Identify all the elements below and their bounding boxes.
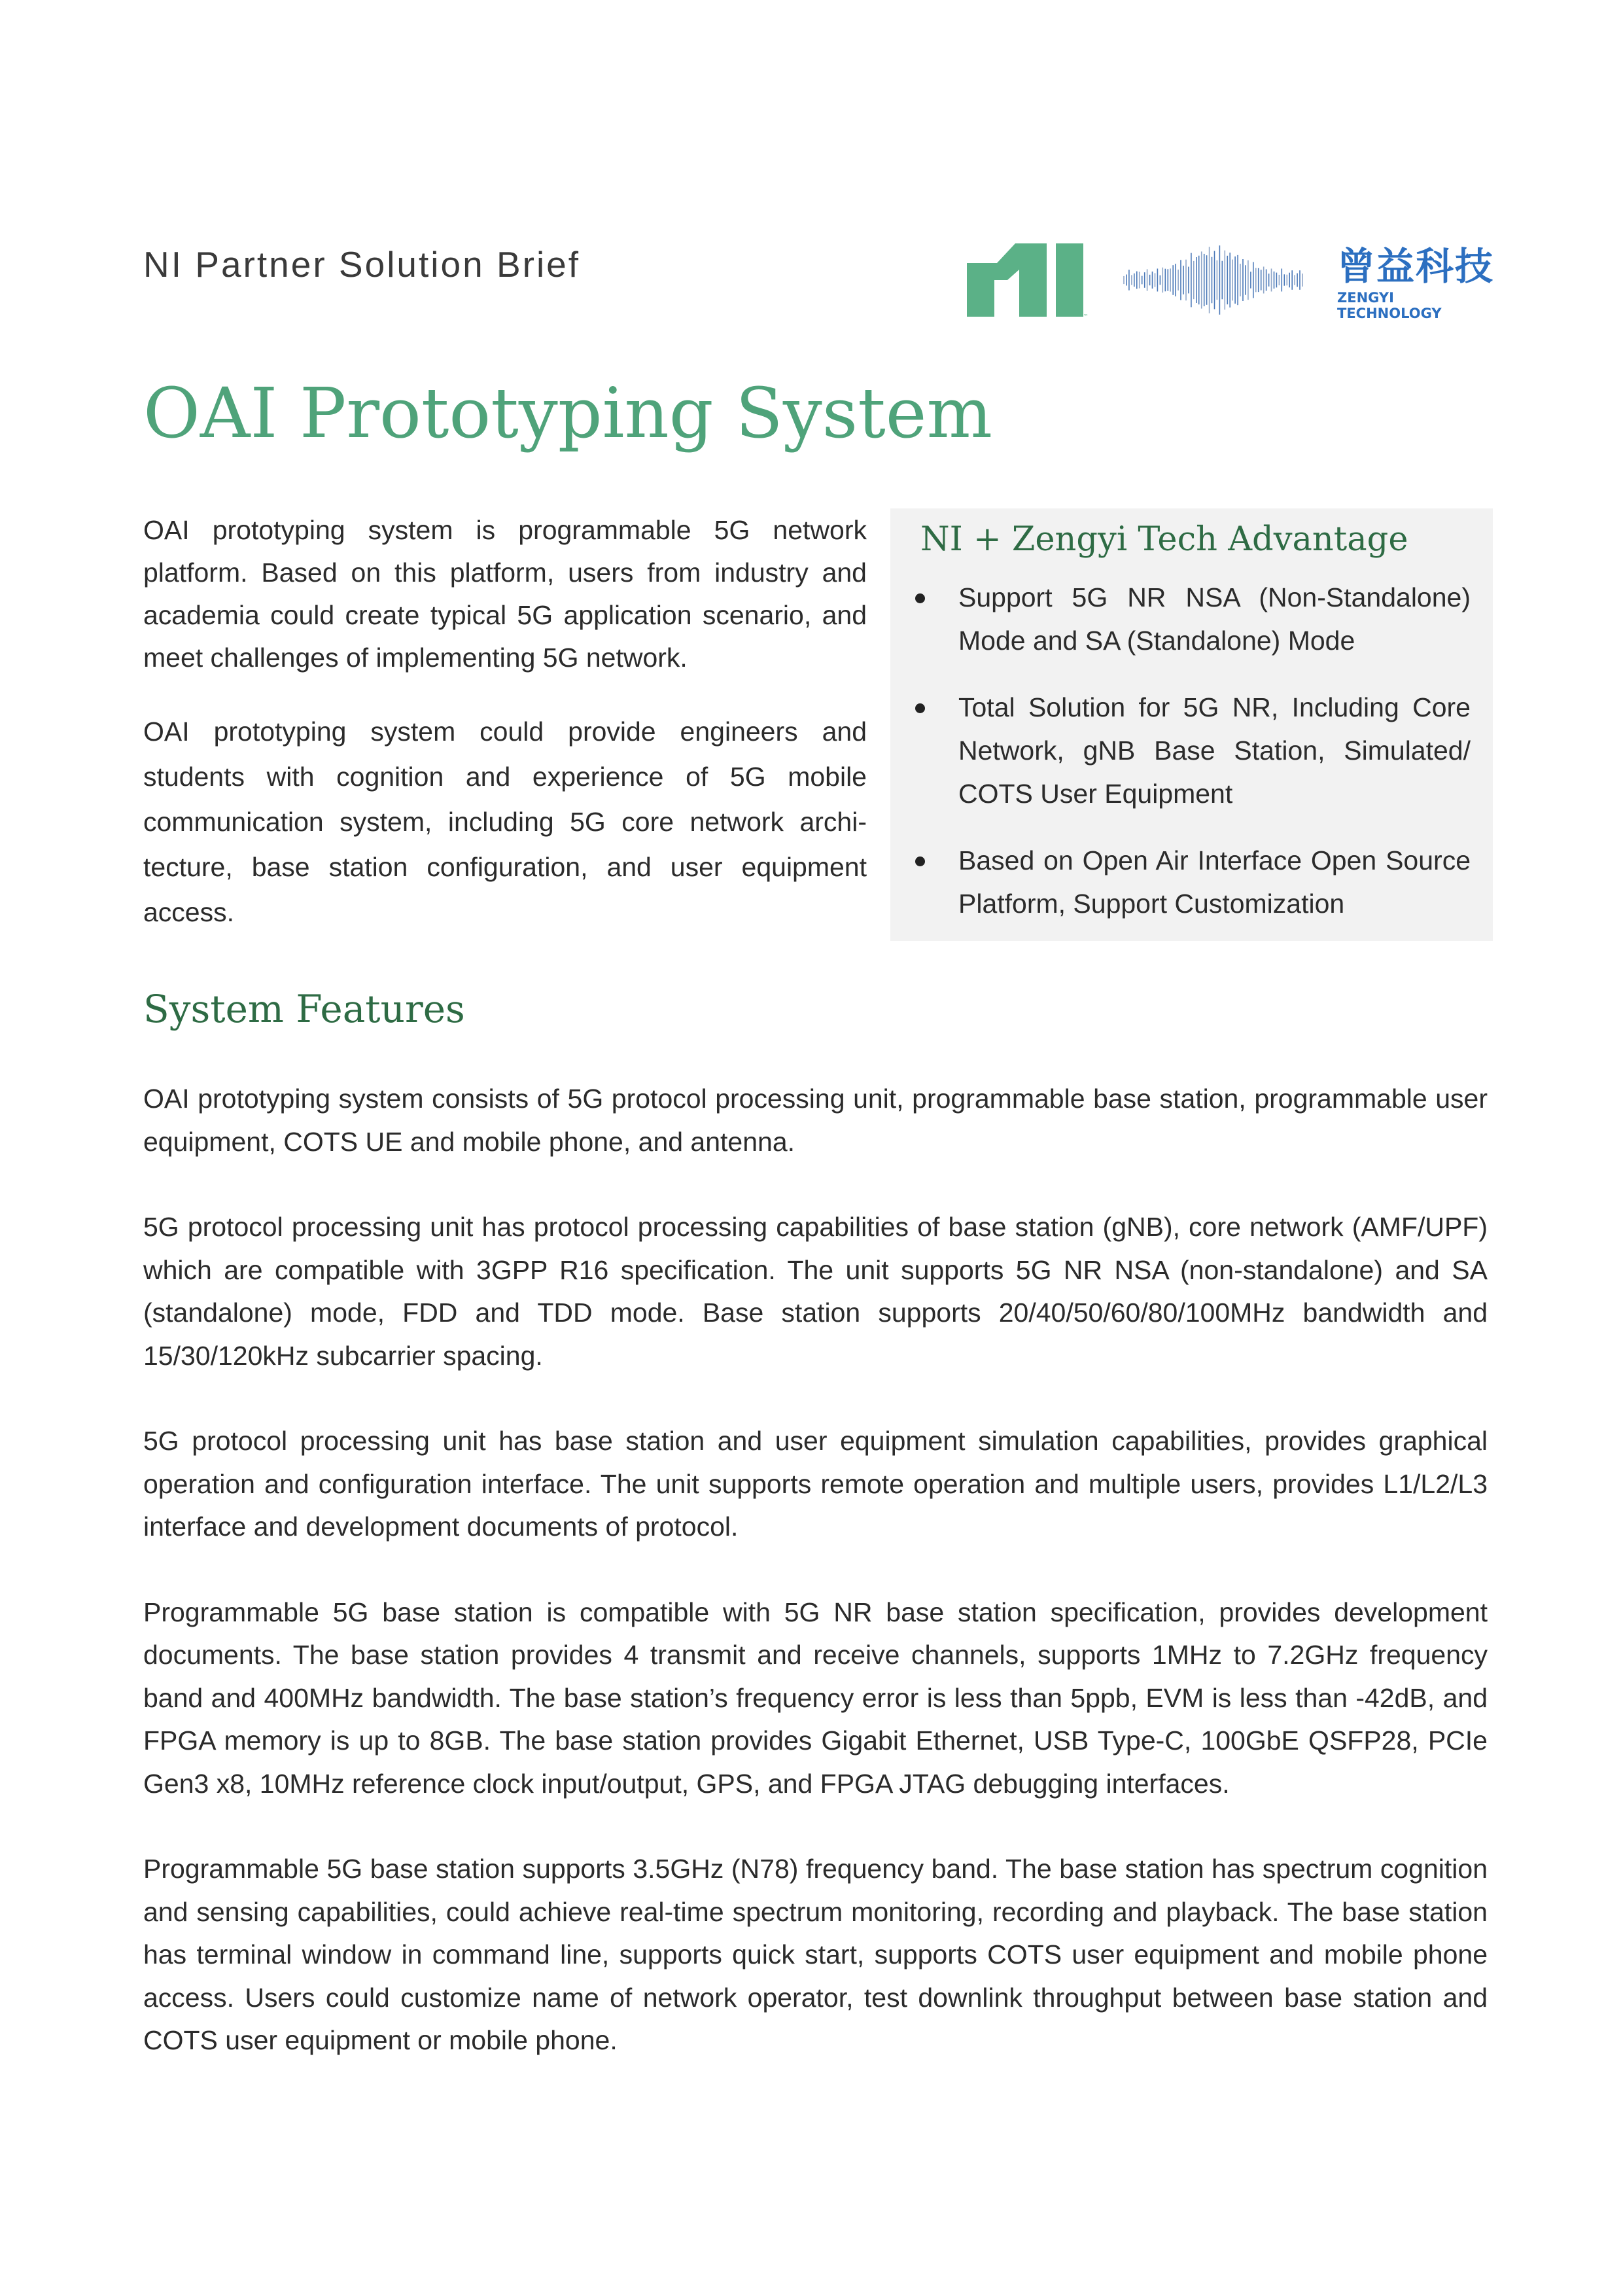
advantage-box xyxy=(890,508,1493,941)
feature-paragraph: OAI prototyping system consists of 5G protocol processing unit, programmable base station, programmable user equipment, COTS UE and mobile phone, and antenna. xyxy=(143,1084,1488,1157)
bullet-icon xyxy=(915,857,925,866)
advantage-title: NI + Zengyi Tech Advantage xyxy=(920,520,1408,559)
advantage-item-text: Based on Open Air Interface Open Source Platform, Support Customization xyxy=(958,845,1471,919)
advantage-item-text: Support 5G NR NSA (Non-Standalone) Mode and SA (Standalone) Mode xyxy=(958,582,1471,656)
zengyi-logo xyxy=(1337,244,1501,321)
intro-text xyxy=(143,509,867,965)
feature-paragraph: 5G protocol processing unit has protocol processing capabilities of base station (gNB), core network (AMF/UPF) which are compatible with 3GPP R16 specification. The unit supports 5G NR NSA (non-standalone) and SA (standalone) mode, FDD and TDD mode. Base station supports 20/40/50/60/80/100MHz bandwidth and 15/30/120kHz subcarrier spacing. xyxy=(143,1212,1488,1371)
advantage-item xyxy=(890,686,1493,815)
section-heading: System Features xyxy=(143,987,465,1031)
zengyi-logo-cn: 曾益科技 xyxy=(1337,244,1495,289)
waveform-icon xyxy=(1120,247,1306,313)
ni-logo xyxy=(967,241,1088,319)
feature-paragraph: Programmable 5G base station supports 3.5GHz (N78) frequency band. The base station has spectrum cognition and sensing capabilities, could achieve real-time spectrum monitoring, recording and playback. The base station has terminal window in command line, supports quick start, supports COTS user equipment and mobile phone access. Users could customize name of network operator, test downlink throughput between base station and COTS user equipment or mobile phone. xyxy=(143,1854,1488,2055)
advantage-list xyxy=(890,576,1493,949)
svg-text:™: ™ xyxy=(1083,313,1089,319)
features-body xyxy=(143,1078,1488,2105)
advantage-item xyxy=(890,576,1493,662)
bullet-icon xyxy=(915,593,925,603)
zengyi-logo-en: ZENGYI TECHNOLOGY xyxy=(1337,290,1442,321)
advantage-item-text: Total Solution for 5G NR, Including Core Network, gNB Base Station, Simulated/ COTS User Equipment xyxy=(958,692,1471,809)
brief-kicker: NI Partner Solution Brief xyxy=(143,244,581,285)
intro-paragraph: OAI prototyping system is programmable 5G network platform. Based on this platform, users from industry and academia could create typical 5G application scenario, and meet challenges of implementing 5G network. xyxy=(143,515,867,673)
intro-paragraph: OAI prototyping system could provide engineers and students with cognition and experience of 5G mobile communication system, including 5G core network archi-tecture, base station configuration, and user equipment access. xyxy=(143,716,867,927)
feature-paragraph: Programmable 5G base station is compatible with 5G NR base station specification, provides development documents. The base station provides 4 transmit and receive channels, supports 1MHz to 7.2GHz frequency band and 400MHz bandwidth. The base station’s frequency error is less than 5ppb, EVM is less than -42dB, and FPGA memory is up to 8GB. The base station provides Gigabit Ethernet, USB Type-C, 100GbE QSFP28, PCIe Gen3 x8, 10MHz reference clock input/output, GPS, and FPGA JTAG debugging interfaces. xyxy=(143,1597,1488,1799)
feature-paragraph: 5G protocol processing unit has base station and user equipment simulation capabilities, provides graphical operation and configuration interface. The unit supports remote operation and multiple users, provides L1/L2/L3 interface and development documents of protocol. xyxy=(143,1426,1488,1542)
bullet-icon xyxy=(915,703,925,713)
advantage-item xyxy=(890,839,1493,925)
page-title: OAI Prototyping System xyxy=(143,373,993,453)
